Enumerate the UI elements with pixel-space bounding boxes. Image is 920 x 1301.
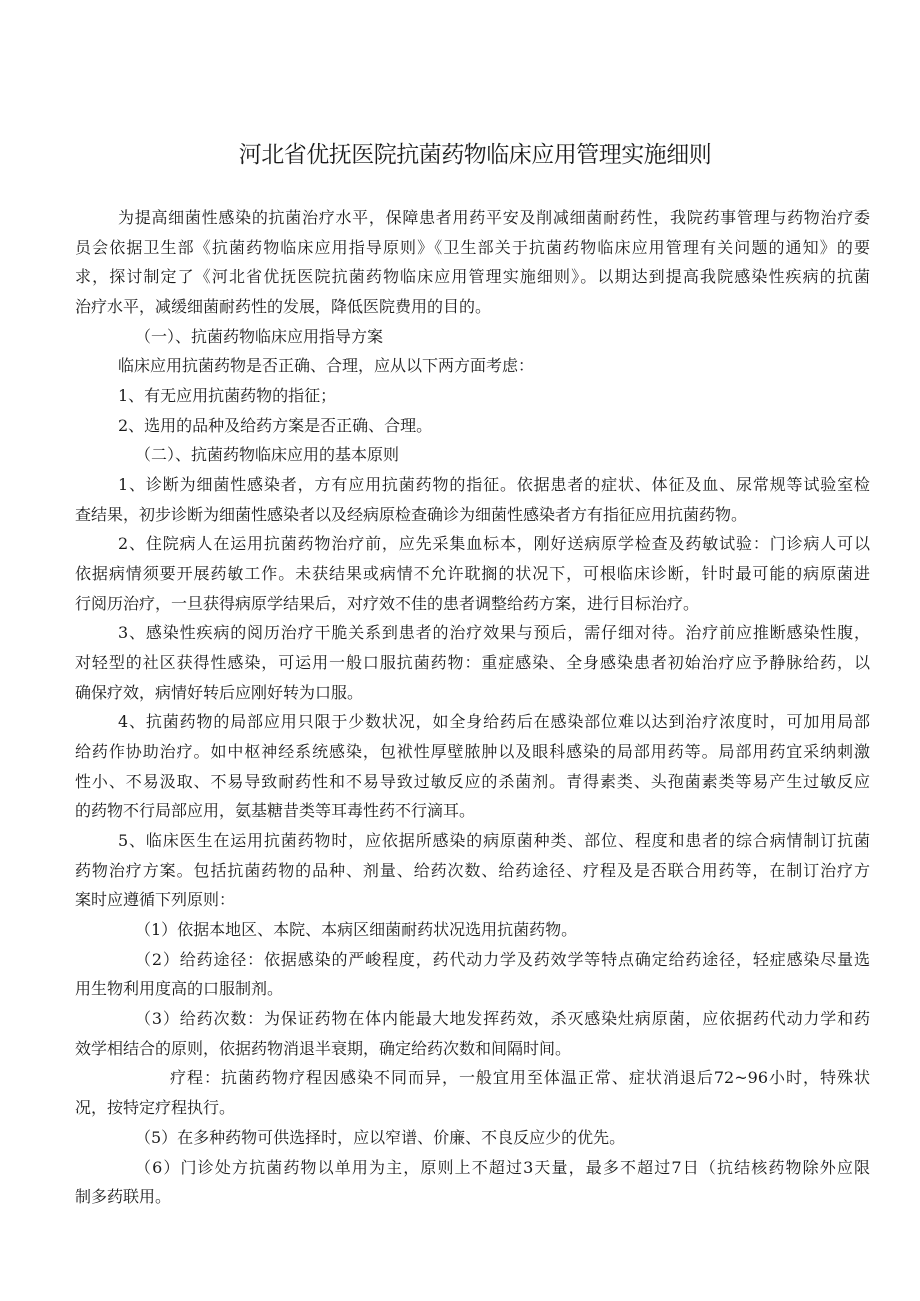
paragraph-line: 临床应用抗菌药物是否正确、合理，应从以下两方面考虑： [118, 356, 535, 376]
paragraph-line: 3、感染性疾病的阅历治疗干脆关系到患者的治疗效果与预后，需仔细对待。治疗前应推断感染性腹， [118, 623, 870, 643]
paragraph-line: 1、诊断为细菌性感染者，方有应用抗菌药物的指征。依据患者的症状、体征及血、尿常规等试验室检 [118, 475, 870, 495]
list-item-line: 1、有无应用抗菌药物的指征； [118, 386, 337, 406]
rule-6 [75, 1153, 870, 1212]
principle-3 [75, 618, 870, 707]
heading-line: （二）、抗菌药物临床应用的基本原则 [135, 445, 400, 465]
paragraph-line: 用生物利用度高的口服制剂。 [75, 979, 284, 999]
paragraph-line: 确保疗效，病情好转后应刚好转为口服。 [75, 682, 364, 702]
section-heading-1 [75, 322, 870, 352]
paragraph-line: 案时应遵循下列原则： [75, 890, 236, 910]
paragraph-line: 制多药联用。 [75, 1187, 172, 1207]
principle-2 [75, 529, 870, 618]
principle-5 [75, 826, 870, 915]
paragraph-line: 对轻型的社区获得性感染，可运用一般口服抗菌药物：重症感染、全身感染患者初始治疗应予静脉给药，以 [75, 653, 870, 673]
paragraph-line: （5）在多种药物可供选择时，应以窄谱、价廉、不良反应少的优先。 [135, 1127, 626, 1147]
paragraph-line: 依据病情须要开展药敏工作。未获结果或病情不允许耽搁的状况下，可根临床诊断，针时最可能的病原菌进 [75, 564, 870, 584]
principle-4 [75, 707, 870, 826]
document-body [75, 203, 870, 1212]
list-item-line: 2、选用的品种及给药方案是否正确、合理。 [118, 415, 433, 435]
rule-2 [75, 945, 870, 1004]
principle-1 [75, 470, 870, 529]
paragraph-line: 查结果，初步诊断为细菌性感染者以及经病原检查确诊为细菌性感染者方有指征应用抗菌药物。 [75, 504, 748, 524]
paragraph-line: 行阅历治疗，一旦获得病原学结果后，对疗效不佳的患者调整给药方案，进行目标治疗。 [75, 593, 700, 613]
paragraph-line: 给药作协助治疗。如中枢神经系统感染，包袱性厚壁脓肿以及眼科感染的局部用药等。局部用药宜采纳刺激 [75, 742, 870, 762]
paragraph-line: 2、住院病人在运用抗菌药物治疗前，应先采集血标本，刚好送病原学检查及药敏试验：门诊病人可以 [118, 534, 870, 554]
paragraph-line: 的药物不行局部应用，氨基糖昔类等耳毒性药不行滴耳。 [75, 801, 476, 821]
paragraph-line: 疗程：抗菌药物疗程因感染不同而异，一般宜用至体温正常、症状消退后72~96小时，特殊状 [170, 1068, 870, 1088]
guidance-item-1 [75, 381, 870, 411]
paragraph-line: （2）给药途径：依据感染的严峻程度，药代动力学及药效学等特点确定给药途径，轻症感染尽量选 [135, 949, 870, 969]
section-heading-2 [75, 440, 870, 470]
guidance-intro [75, 351, 870, 381]
paragraph-line: （1）依据本地区、本院、本病区细菌耐药状况选用抗菌药物。 [135, 920, 578, 940]
paragraph-line: 效学相结合的原则，依据药物消退半衰期，确定给药次数和间隔时间。 [75, 1038, 572, 1058]
paragraph-line: （6）门诊处方抗菌药物以单用为主，原则上不超过3天量，最多不超过7日（抗结核药物除外应限 [135, 1157, 870, 1177]
paragraph-line: （3）给药次数：为保证药物在体内能最大地发挥药效，杀灭感染灶病原菌，应依据药代动力学和药 [135, 1009, 870, 1029]
rule-1 [75, 915, 870, 945]
paragraph-line: 治疗水平，减缓细菌耐药性的发展，降低医院费用的目的。 [75, 297, 492, 317]
paragraph-line: 求，探讨制定了《河北省优抚医院抗菌药物临床应用管理实施细则》。以期达到提高我院感染性疾病的抗菌 [75, 267, 870, 287]
paragraph-line: 4、抗菌药物的局部应用只限于少数状况，如全身给药后在感染部位难以达到治疗浓度时，可加用局部 [118, 712, 870, 732]
paragraph-line: 况，按特定疗程执行。 [75, 1098, 236, 1118]
rule-course [75, 1063, 870, 1122]
paragraph-line: 5、临床医生在运用抗菌药物时，应依据所感染的病原菌种类、部位、程度和患者的综合病情制订抗菌 [118, 831, 870, 851]
intro-paragraph [75, 203, 870, 322]
rule-3 [75, 1004, 870, 1063]
paragraph-line: 员会依据卫生部《抗菌药物临床应用指导原则》《卫生部关于抗菌药物临床应用管理有关问题的通知》的要 [75, 237, 870, 257]
heading-line: （一）、抗菌药物临床应用指导方案 [135, 326, 384, 346]
paragraph-line: 性小、不易汲取、不易导致耐药性和不易导致过敏反应的杀菌剂。青得素类、头孢菌素类等易产生过敏反应 [75, 771, 870, 791]
document-title: 河北省优抚医院抗菌药物临床应用管理实施细则 [238, 142, 712, 168]
paragraph-line: 药物治疗方案。包括抗菌药物的品种、剂量、给药次数、给药途径、疗程及是否联合用药等，在制订治疗方 [75, 860, 870, 880]
guidance-item-2 [75, 411, 870, 441]
paragraph-line: 为提高细菌性感染的抗菌治疗水平，保障患者用药平安及削减细菌耐药性，我院药事管理与药物治疗委 [118, 208, 870, 227]
rule-5 [75, 1123, 870, 1153]
